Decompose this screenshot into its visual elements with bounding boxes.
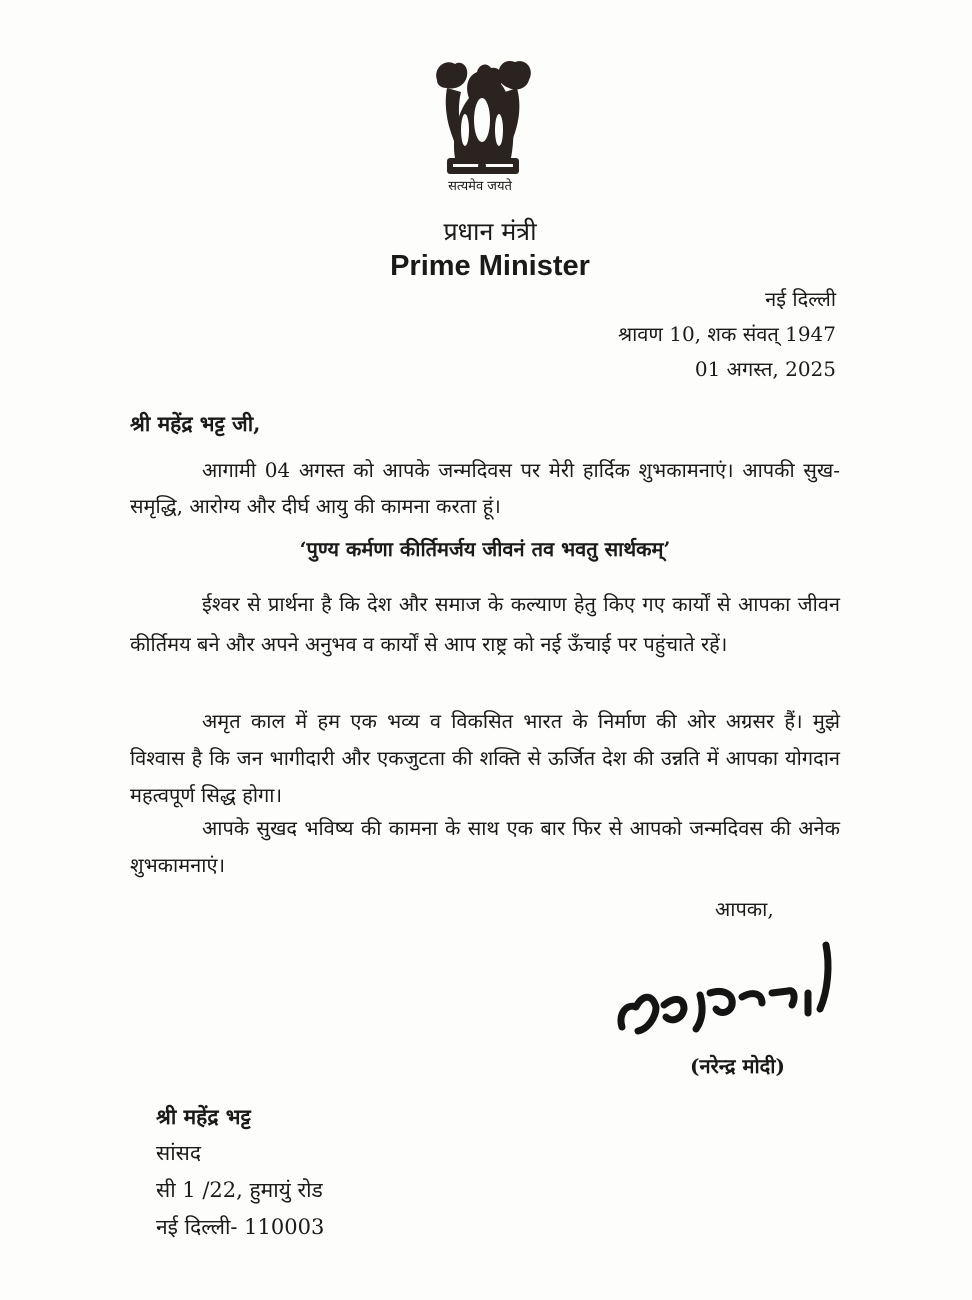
national-emblem-icon <box>425 40 540 190</box>
signature-icon <box>612 935 852 1050</box>
emblem-motto: सत्यमेव जयते <box>448 179 512 194</box>
office-title-hindi: प्रधान मंत्री <box>443 217 537 246</box>
closing: आपका, <box>715 897 774 921</box>
body-paragraph-4: आपके सुखद भविष्य की कामना के साथ एक बार फिर से आपको जन्मदिवस की अनेक शुभकामनाएं। <box>130 816 840 877</box>
salutation: श्री महेंद्र भट्ट जी, <box>130 411 261 436</box>
addressee-designation: सांसद <box>156 1141 201 1165</box>
dateline-saka-date: श्रावण 10, शक संवत् 1947 <box>617 322 836 346</box>
body-paragraph-2: ईश्वर से प्रार्थना है कि देश और समाज के कल्याण हेतु किए गए कार्यों से आपका जीवन कीर्तिमय बने और अपने अनुभव व कार्यों से आप राष्ट्र को नई ऊँचाई पर पहुंचाते रहें। <box>130 592 840 656</box>
signatory-name: (नरेन्द्र मोदी) <box>690 1054 785 1078</box>
sanskrit-quote: ‘पुण्य कर्मणा कीर्तिमर्जय जीवनं तव भवतु सार्थकम्’ <box>299 537 671 561</box>
dateline-date: 01 अगस्त, 2025 <box>694 357 836 381</box>
addressee-block <box>156 1098 324 1246</box>
dateline-place: नई दिल्ली <box>765 287 836 311</box>
body-paragraph-3: अमृत काल में हम एक भव्य व विकसित भारत के निर्माण की ओर अग्रसर हैं। मुझे विश्वास है कि जन भागीदारी और एकजुटता की शक्ति से ऊर्जित देश की उन्नति में आपका योगदान महत्वपूर्ण सिद्ध होगा। <box>130 709 840 807</box>
office-title-english: Prime Minister <box>390 250 590 282</box>
body-paragraph-1: आगामी 04 अगस्त को आपके जन्मदिवस पर मेरी हार्दिक शुभकामनाएं। आपकी सुख-समृद्धि, आरोग्य और दीर्घ आयु की कामना करता हूं। <box>130 458 840 518</box>
dateline <box>618 282 836 387</box>
addressee-address-line2: नई दिल्ली- 110003 <box>156 1215 325 1239</box>
addressee-address-line1: सी 1 /22, हुमायुं रोड <box>156 1178 323 1202</box>
addressee-name: श्री महेंद्र भट्ट <box>156 1104 251 1129</box>
